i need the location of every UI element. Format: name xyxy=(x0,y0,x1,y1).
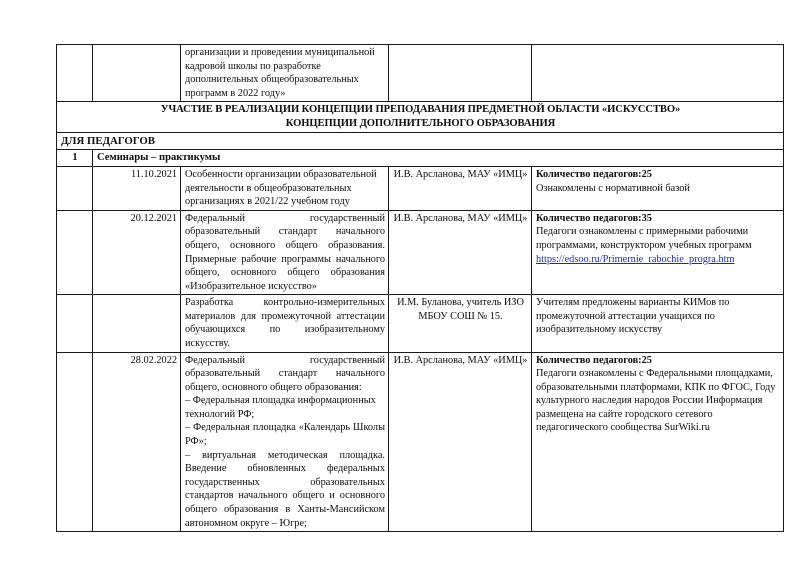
subsection-number: 1 xyxy=(57,150,93,167)
table-row xyxy=(57,352,784,532)
table-row-subsection xyxy=(57,150,784,167)
table-row xyxy=(57,210,784,294)
cell-date: 20.12.2021 xyxy=(93,210,181,294)
cell-result xyxy=(532,167,784,211)
cell-number xyxy=(57,167,93,211)
cell-result xyxy=(532,210,784,294)
cell-number xyxy=(57,352,93,532)
result-count-value: 35 xyxy=(641,212,652,224)
cell-person: И.В. Арсланова, МАУ «ИМЦ» xyxy=(389,352,532,532)
cell-person: И.В. Арсланова, МАУ «ИМЦ» xyxy=(389,210,532,294)
table-row xyxy=(57,295,784,352)
result-description: Ознакомлены с нормативной базой xyxy=(536,182,690,194)
event-part: – Федеральная площадка информационных технологий РФ; xyxy=(185,395,376,420)
event-part: – Федеральная площадка «Календарь Школы РФ»; xyxy=(185,422,385,448)
table-row-section xyxy=(57,132,784,149)
banner-line-2: КОНЦЕПЦИИ ДОПОЛНИТЕЛЬНОГО ОБРАЗОВАНИЯ xyxy=(285,118,556,130)
cell-person: И.В. Арсланова, МАУ «ИМЦ» xyxy=(389,167,532,211)
result-count-line xyxy=(536,168,780,182)
table-row xyxy=(57,167,784,211)
cell-result xyxy=(532,45,784,102)
result-link[interactable]: https://edsoo.ru/Primernie_rabochie_progra.htm xyxy=(536,253,735,265)
activities-table xyxy=(56,44,784,532)
result-description: Педагоги ознакомлены с примерными рабочими программами, конструктором учебных программ xyxy=(536,226,752,251)
result-count-label: Количество педагогов: xyxy=(536,169,642,181)
table-row xyxy=(57,45,784,102)
cell-person: И.М. Буланова, учитель ИЗО МБОУ СОШ № 15. xyxy=(389,295,532,352)
cell-number xyxy=(57,45,93,102)
cell-person xyxy=(389,45,532,102)
subsection-heading: Семинары – практикумы xyxy=(93,150,784,167)
result-count-value: 25 xyxy=(641,354,652,366)
cell-event: Разработка контрольно-измерительных материалов для промежуточной аттестации обучающихся по изобразительному искусству. xyxy=(181,295,389,352)
result-description: Педагоги ознакомлены с Федеральными площадками, образовательными платформами, КПК по ФГОС, Году культурного наследия народов России Информация размещена на сайте городского сетевого педагогического сообщества SurWiki.ru xyxy=(536,368,776,434)
cell-number xyxy=(57,210,93,294)
cell-event: Федеральный государственный образовательный стандарт начального общего, основного общего образования. Примерные рабочие программы начального общего, основного общего образования «Изобразительное искусство» xyxy=(181,210,389,294)
table-row-banner xyxy=(57,102,784,133)
cell-event: Особенности организации образовательной деятельности в общеобразовательных организациях в 2021/22 учебном году xyxy=(181,167,389,211)
cell-number xyxy=(57,295,93,352)
result-count-line xyxy=(536,354,780,368)
result-count-value: 25 xyxy=(641,169,652,181)
cell-event: организации и проведении муниципальной кадровой школы по разработке дополнительных общеобразовательных программ в 2022 году» xyxy=(181,45,389,102)
cell-date: 11.10.2021 xyxy=(93,167,181,211)
cell-date: 28.02.2022 xyxy=(93,352,181,532)
banner-line-1: УЧАСТИЕ В РЕАЛИЗАЦИИ КОНЦЕПЦИИ ПРЕПОДАВАНИЯ ПРЕДМЕТНОЙ ОБЛАСТИ «ИСКУССТВО» xyxy=(160,104,681,116)
cell-result xyxy=(532,352,784,532)
cell-date xyxy=(93,45,181,102)
result-count-label: Количество педагогов: xyxy=(536,354,642,366)
result-count-label: Количество педагогов: xyxy=(536,212,642,224)
event-part: – виртуальная методическая площадка. Введение обновленных федеральных государственных образовательных стандартов начального общего и основного общего образования в Ханты-Мансийском автономном округе – Югре; xyxy=(185,449,385,529)
section-heading: ДЛЯ ПЕДАГОГОВ xyxy=(57,132,784,149)
banner-heading xyxy=(57,102,784,133)
cell-date xyxy=(93,295,181,352)
event-part: Федеральный государственный образовательный стандарт начального общего, основного общего образования: xyxy=(185,354,385,393)
cell-event xyxy=(181,352,389,532)
cell-result: Учителям предложены варианты КИМов по промежуточной аттестации учащихся по изобразительному искусству xyxy=(532,295,784,352)
result-count-line xyxy=(536,212,780,226)
